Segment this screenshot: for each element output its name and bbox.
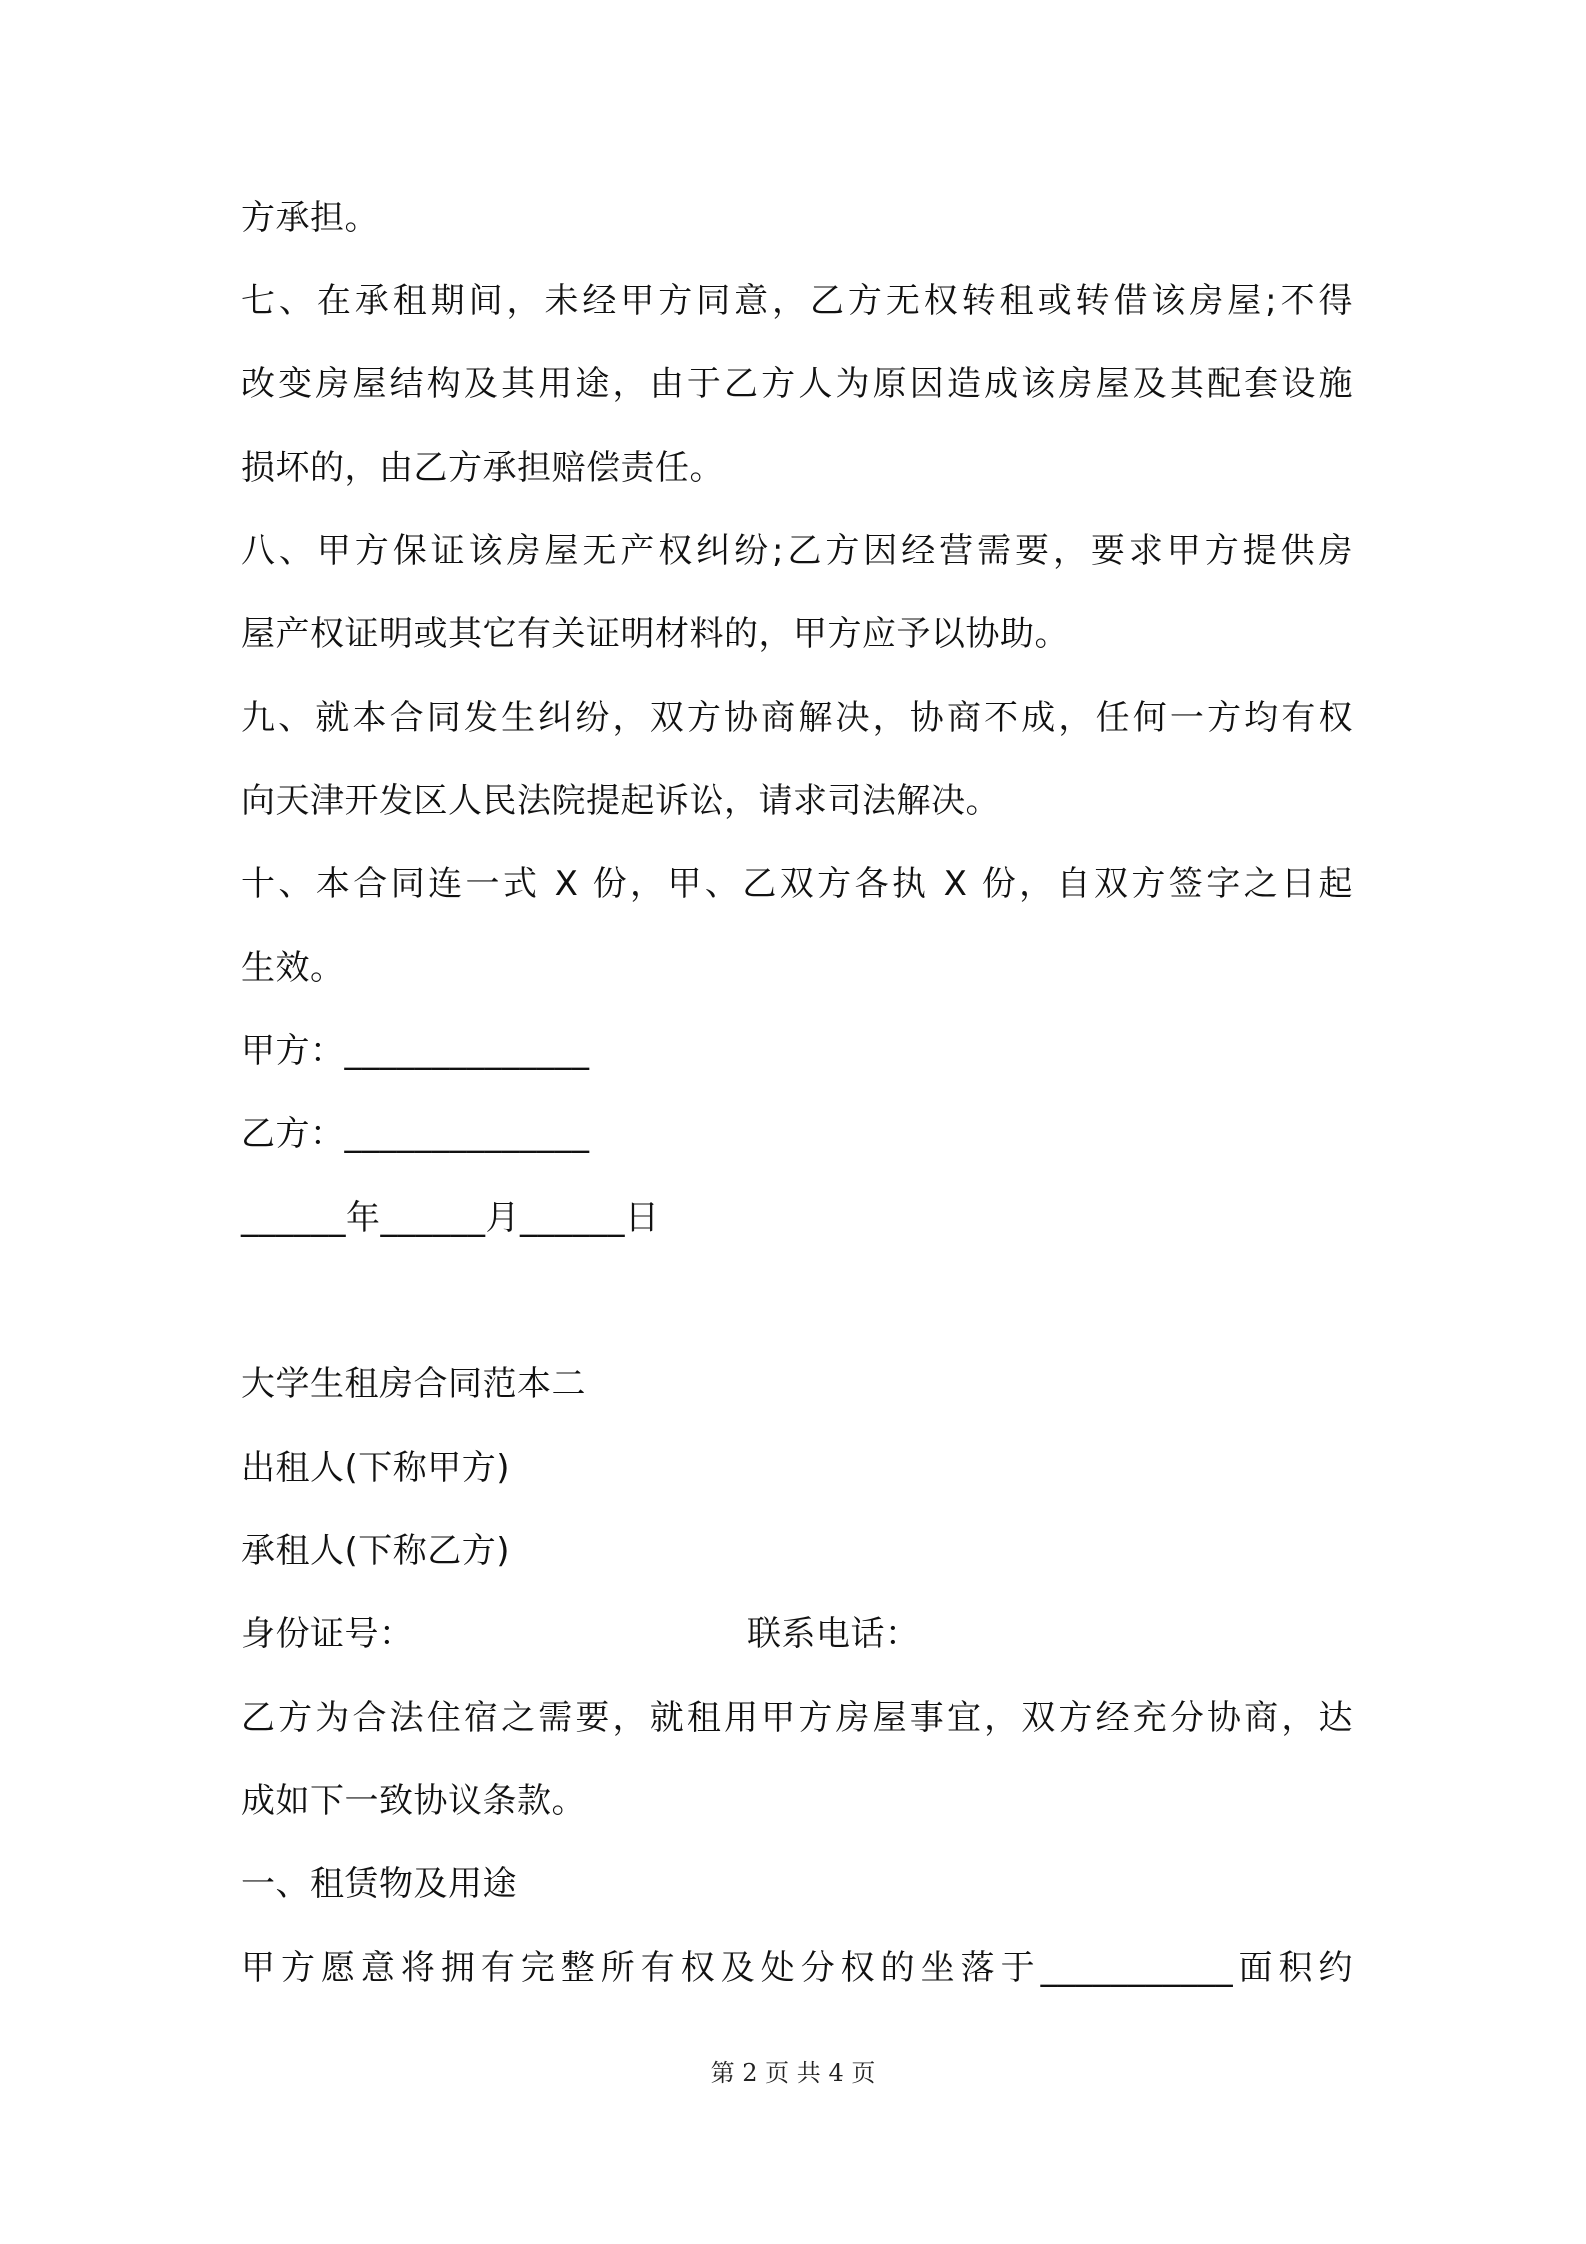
clause-9-line-1: 九、就本合同发生纠纷，双方协商解决，协商不成，任何一方均有权 bbox=[241, 698, 1353, 738]
clause-8-line-1: 八、甲方保证该房屋无产权纠纷;乙方因经营需要，要求甲方提供房 bbox=[241, 531, 1353, 571]
lessee-line: 承租人(下称乙方) bbox=[241, 1531, 511, 1571]
section-title: 大学生租房合同范本二 bbox=[241, 1364, 586, 1404]
article-1-heading: 一、租赁物及用途 bbox=[241, 1864, 517, 1904]
clause-7-line-1: 七、在承租期间，未经甲方同意，乙方无权转租或转借该房屋;不得 bbox=[241, 281, 1353, 321]
party-b-signature-line: 乙方：______________ bbox=[241, 1114, 590, 1154]
preamble-line-2: 成如下一致协议条款。 bbox=[241, 1781, 586, 1821]
clause-9-line-2: 向天津开发区人民法院提起诉讼，请求司法解决。 bbox=[241, 781, 1000, 821]
preamble-line-1: 乙方为合法住宿之需要，就租用甲方房屋事宜，双方经充分协商，达 bbox=[241, 1698, 1353, 1738]
id-number-label: 身份证号： bbox=[241, 1614, 414, 1654]
page-number-footer: 第 2 页 共 4 页 bbox=[710, 2059, 876, 2087]
lessor-line: 出租人(下称甲方) bbox=[241, 1448, 511, 1488]
clause-8-line-2: 屋产权证明或其它有关证明材料的，甲方应予以协助。 bbox=[241, 614, 1069, 654]
clause-10-line-2: 生效。 bbox=[241, 948, 345, 988]
article-1-line-1: 甲方愿意将拥有完整所有权及处分权的坐落于___________面积约 bbox=[241, 1948, 1353, 1988]
date-line: ______年______月______日 bbox=[241, 1198, 660, 1238]
id-contact-row bbox=[241, 1612, 1353, 1656]
party-a-signature-line: 甲方：______________ bbox=[241, 1031, 590, 1071]
clause-10-line-1: 十、本合同连一式 X 份，甲、乙双方各执 X 份，自双方签字之日起 bbox=[241, 864, 1353, 904]
text-line: 方承担。 bbox=[241, 198, 379, 238]
phone-label: 联系电话： bbox=[747, 1614, 920, 1654]
clause-7-line-3: 损坏的，由乙方承担赔偿责任。 bbox=[241, 448, 724, 488]
clause-7-line-2: 改变房屋结构及其用途，由于乙方人为原因造成该房屋及其配套设施 bbox=[241, 364, 1353, 404]
